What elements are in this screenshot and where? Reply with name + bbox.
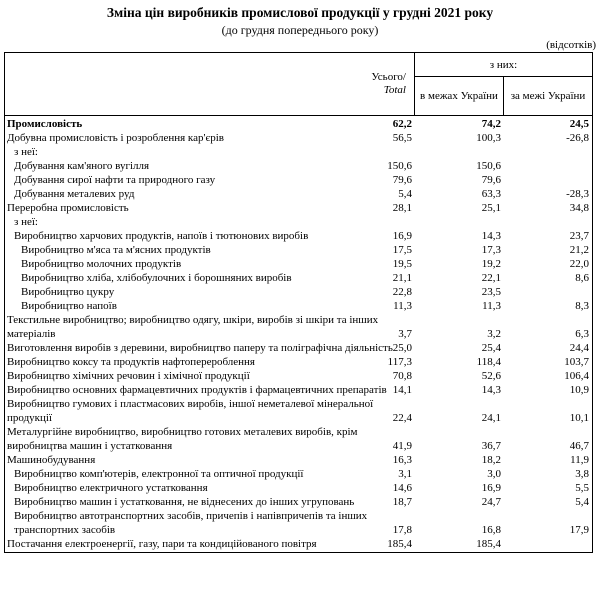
cell-outside-ukraine: 24,4 (569, 342, 589, 354)
cell-within-ukraine: 3,2 (487, 328, 501, 340)
cell-within-ukraine: 63,3 (481, 188, 501, 200)
cell-total: 62,2 (392, 118, 412, 130)
table-row (5, 453, 592, 467)
cell-total: 11,3 (393, 300, 412, 312)
row-label: Виробництво гумових і пластмасових виробів, іншої неметалевої мінеральної продукції (7, 398, 374, 424)
row-label: Виробництво електричного устатковання (14, 482, 208, 494)
unit-note: (відсотків) (546, 39, 596, 51)
table-row (5, 229, 592, 243)
cell-total: 22,8 (392, 286, 412, 298)
cell-within-ukraine: 74,2 (481, 118, 501, 130)
cell-outside-ukraine: 5,4 (575, 496, 589, 508)
table-row (5, 257, 592, 271)
table-row (5, 159, 592, 173)
cell-total: 25,0 (392, 342, 412, 354)
table-row (5, 467, 592, 481)
cell-within-ukraine: 14,3 (481, 230, 501, 242)
cell-total: 41,9 (392, 440, 412, 452)
row-label: з неї: (14, 216, 38, 228)
row-label: Добування кам'яного вугілля (14, 160, 150, 172)
row-label: Виготовлення виробів з деревини, виробництво паперу та поліграфічна діяльність (7, 342, 393, 354)
page-subtitle: (до грудня попереднього року) (221, 23, 379, 37)
cell-outside-ukraine: 106,4 (564, 370, 589, 382)
table-row (5, 383, 592, 397)
row-label: Металургійне виробництво, виробництво готових металевих виробів, крім виробництва машин і устатковання (7, 426, 358, 452)
table-row (5, 187, 592, 201)
row-label: Виробництво м'яса та м'ясних продуктів (21, 244, 211, 256)
cell-within-ukraine: 22,1 (481, 272, 501, 284)
cell-within-ukraine: 52,6 (481, 370, 501, 382)
cell-within-ukraine: 11,3 (482, 300, 501, 312)
cell-outside-ukraine: 10,1 (569, 412, 589, 424)
cell-within-ukraine: 100,3 (476, 132, 501, 144)
header-group-label: з них: (415, 53, 592, 77)
cell-within-ukraine: 3,0 (487, 468, 501, 480)
cell-total: 19,5 (392, 258, 412, 270)
cell-outside-ukraine: -26,8 (566, 132, 589, 144)
table-row (5, 397, 592, 425)
cell-total: 17,8 (392, 524, 412, 536)
row-label: Текстильне виробництво; виробництво одягу, шкіри, виробів зі шкіри та інших матеріалів (7, 314, 379, 340)
table-row (5, 271, 592, 285)
header-col-within-ukraine: в межах України (415, 77, 504, 115)
cell-within-ukraine: 79,6 (481, 174, 501, 186)
cell-outside-ukraine: 21,2 (569, 244, 589, 256)
cell-within-ukraine: 14,3 (481, 384, 501, 396)
cell-total: 117,3 (387, 356, 412, 368)
row-label: Добування сирої нафти та природного газу (14, 174, 216, 186)
table-header (5, 53, 592, 116)
cell-total: 185,4 (387, 538, 412, 550)
cell-total: 79,6 (392, 174, 412, 186)
row-label: Переробна промисловість (7, 202, 129, 214)
cell-within-ukraine: 17,3 (481, 244, 501, 256)
row-label: Виробництво хімічних речовин і хімічної продукції (7, 370, 250, 382)
cell-total: 22,4 (392, 412, 412, 424)
table-row (5, 495, 592, 509)
cell-within-ukraine: 23,5 (481, 286, 501, 298)
cell-total: 70,8 (392, 370, 412, 382)
table-row (5, 481, 592, 495)
cell-within-ukraine: 185,4 (476, 538, 501, 550)
cell-total: 14,1 (392, 384, 412, 396)
cell-total: 16,3 (392, 454, 412, 466)
table-row (5, 215, 592, 229)
cell-outside-ukraine: 11,9 (570, 454, 589, 466)
row-label: Промисловість (7, 118, 83, 130)
cell-outside-ukraine: 8,6 (575, 272, 589, 284)
cell-outside-ukraine: 3,8 (575, 468, 589, 480)
cell-outside-ukraine: 103,7 (564, 356, 589, 368)
table-row (5, 509, 592, 537)
cell-outside-ukraine: 34,8 (569, 202, 589, 214)
table-row (5, 299, 592, 313)
cell-outside-ukraine: 46,7 (569, 440, 589, 452)
cell-total: 3,7 (398, 328, 412, 340)
row-label: Виробництво машин і устатковання, не віднесених до інших угруповань (14, 496, 355, 508)
row-label: Виробництво автотранспортних засобів, причепів і напівпричепів та інших транспортних засобів (14, 510, 368, 536)
header-total-cell (5, 53, 415, 115)
data-table (4, 52, 593, 553)
cell-within-ukraine: 18,2 (481, 454, 501, 466)
table-row (5, 341, 592, 355)
cell-within-ukraine: 150,6 (476, 160, 501, 172)
cell-outside-ukraine: 8,3 (575, 300, 589, 312)
cell-total: 56,5 (392, 132, 412, 144)
cell-outside-ukraine: 6,3 (575, 328, 589, 340)
cell-within-ukraine: 24,1 (481, 412, 501, 424)
header-total-label: Усього/ (371, 71, 406, 83)
page (0, 5, 600, 553)
header-subcolumns (415, 77, 592, 115)
table-row (5, 355, 592, 369)
cell-total: 5,4 (398, 188, 412, 200)
row-label: Добування металевих руд (14, 188, 135, 200)
cell-within-ukraine: 16,8 (481, 524, 501, 536)
cell-total: 150,6 (387, 160, 412, 172)
row-label: Виробництво комп'ютерів, електронної та оптичної продукції (14, 468, 304, 480)
row-label: Добувна промисловість і розроблення кар'єрів (7, 132, 224, 144)
row-label: Виробництво хліба, хлібобулочних і борошняних виробів (21, 272, 292, 284)
cell-total: 14,6 (392, 482, 412, 494)
table-row (5, 201, 592, 215)
cell-within-ukraine: 19,2 (481, 258, 501, 270)
page-title: Зміна цін виробників промислової продукції у грудні 2021 року (106, 5, 494, 20)
table-row (5, 117, 592, 131)
cell-outside-ukraine: -28,3 (566, 188, 589, 200)
cell-within-ukraine: 25,1 (481, 202, 501, 214)
table-row (5, 369, 592, 383)
cell-within-ukraine: 16,9 (481, 482, 501, 494)
table-row (5, 537, 592, 551)
table-row (5, 145, 592, 159)
table-row (5, 243, 592, 257)
header-col-outside-ukraine: за межі України (510, 90, 586, 102)
header-group-cell (415, 53, 592, 115)
row-label: Виробництво напоїв (21, 300, 117, 312)
cell-total: 3,1 (398, 468, 412, 480)
row-label: Виробництво молочних продуктів (21, 258, 182, 270)
cell-outside-ukraine: 10,9 (569, 384, 589, 396)
cell-total: 16,9 (392, 230, 412, 242)
cell-outside-ukraine: 17,9 (569, 524, 589, 536)
row-label: Машинобудування (7, 454, 96, 466)
cell-outside-ukraine: 24,5 (569, 118, 589, 130)
table-row (5, 313, 592, 341)
cell-within-ukraine: 118,4 (476, 356, 501, 368)
cell-outside-ukraine: 5,5 (575, 482, 589, 494)
cell-within-ukraine: 25,4 (481, 342, 501, 354)
cell-outside-ukraine: 22,0 (569, 258, 589, 270)
table-row (5, 173, 592, 187)
cell-within-ukraine: 24,7 (481, 496, 501, 508)
table-row (5, 285, 592, 299)
cell-total: 21,1 (392, 272, 412, 284)
row-label: Виробництво харчових продуктів, напоїв і тютюнових виробів (14, 230, 309, 242)
row-label: Постачання електроенергії, газу, пари та кондиційованого повітря (7, 538, 317, 550)
cell-within-ukraine: 36,7 (481, 440, 501, 452)
table-body (5, 116, 592, 552)
cell-total: 17,5 (392, 244, 412, 256)
table-row (5, 131, 592, 145)
row-label: Виробництво цукру (21, 286, 115, 298)
table-row (5, 425, 592, 453)
cell-outside-ukraine: 23,7 (569, 230, 589, 242)
header-total-label-en: Total (383, 84, 406, 96)
cell-total: 28,1 (392, 202, 412, 214)
cell-total: 18,7 (392, 496, 412, 508)
row-label: Виробництво коксу та продуктів нафтоперероблення (7, 356, 255, 368)
row-label: з неї: (14, 146, 38, 158)
row-label: Виробництво основних фармацевтичних продуктів і фармацевтичних препаратів (7, 384, 387, 396)
